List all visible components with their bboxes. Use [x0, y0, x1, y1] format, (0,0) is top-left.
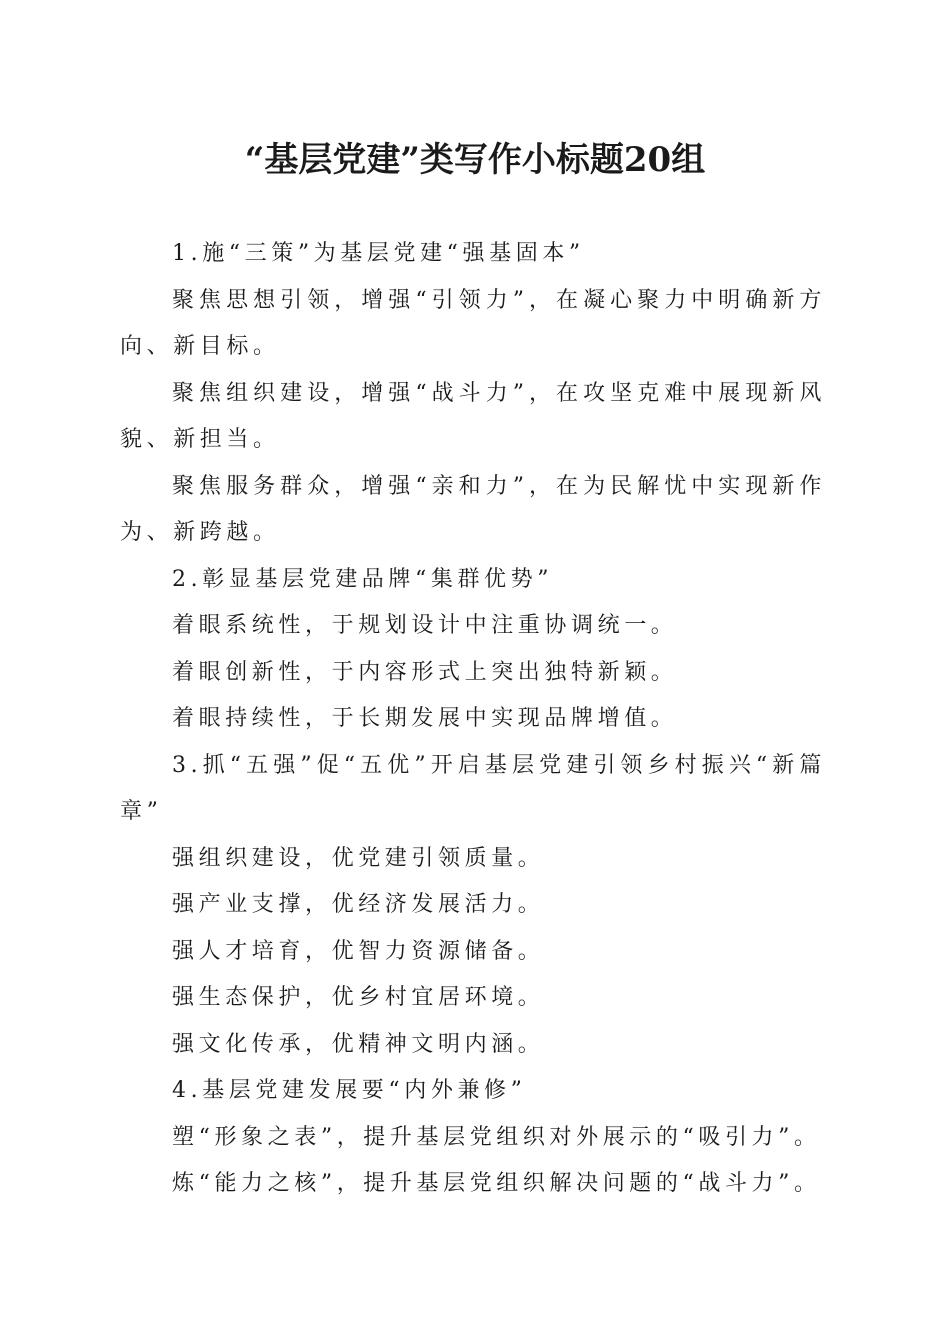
section-heading-4: 4.基层党建发展要“内外兼修” — [172, 1078, 527, 1103]
section-heading-1: 1.施“三策”为基层党建“强基固本” — [172, 241, 585, 266]
paragraph: 着眼创新性，于内容形式上突出独特新颖。 — [172, 659, 678, 685]
document-body — [120, 231, 826, 1208]
paragraph: 强组织建设，优党建引领质量。 — [172, 845, 545, 871]
paragraph: 聚焦思想引领，增强“引领力”，在凝心聚力中明确新方向、新目标。 — [120, 287, 826, 359]
paragraph: 着眼持续性，于长期发展中实现品牌增值。 — [172, 706, 678, 731]
paragraph: 强人才培育，优智力资源储备。 — [172, 938, 545, 964]
paragraph: 炼“能力之核”，提升基层党组织解决问题的“战斗力”。 — [172, 1171, 821, 1196]
paragraph: 强文化传承，优精神文明内涵。 — [172, 1031, 545, 1057]
paragraph: 聚焦组织建设，增强“战斗力”，在攻坚克难中展现新风貌、新担当。 — [120, 380, 826, 452]
paragraph: 聚焦服务群众，增强“亲和力”，在为民解忧中实现新作为、新跨越。 — [120, 473, 826, 545]
section-heading-2: 2.彰显基层党建品牌“集群优势” — [172, 566, 554, 592]
document-title: “基层党建”类写作小标题20组 — [244, 140, 706, 180]
paragraph: 塑“形象之表”，提升基层党组织对外展示的“吸引力”。 — [172, 1124, 821, 1150]
paragraph: 强生态保护，优乡村宜居环境。 — [172, 985, 545, 1010]
paragraph: 着眼系统性，于规划设计中注重协调统一。 — [172, 613, 678, 638]
section-heading-3: 3.抓“五强”促“五优”开启基层党建引领乡村振兴“新篇章” — [120, 752, 826, 824]
paragraph: 强产业支撑，优经济发展活力。 — [172, 892, 545, 917]
